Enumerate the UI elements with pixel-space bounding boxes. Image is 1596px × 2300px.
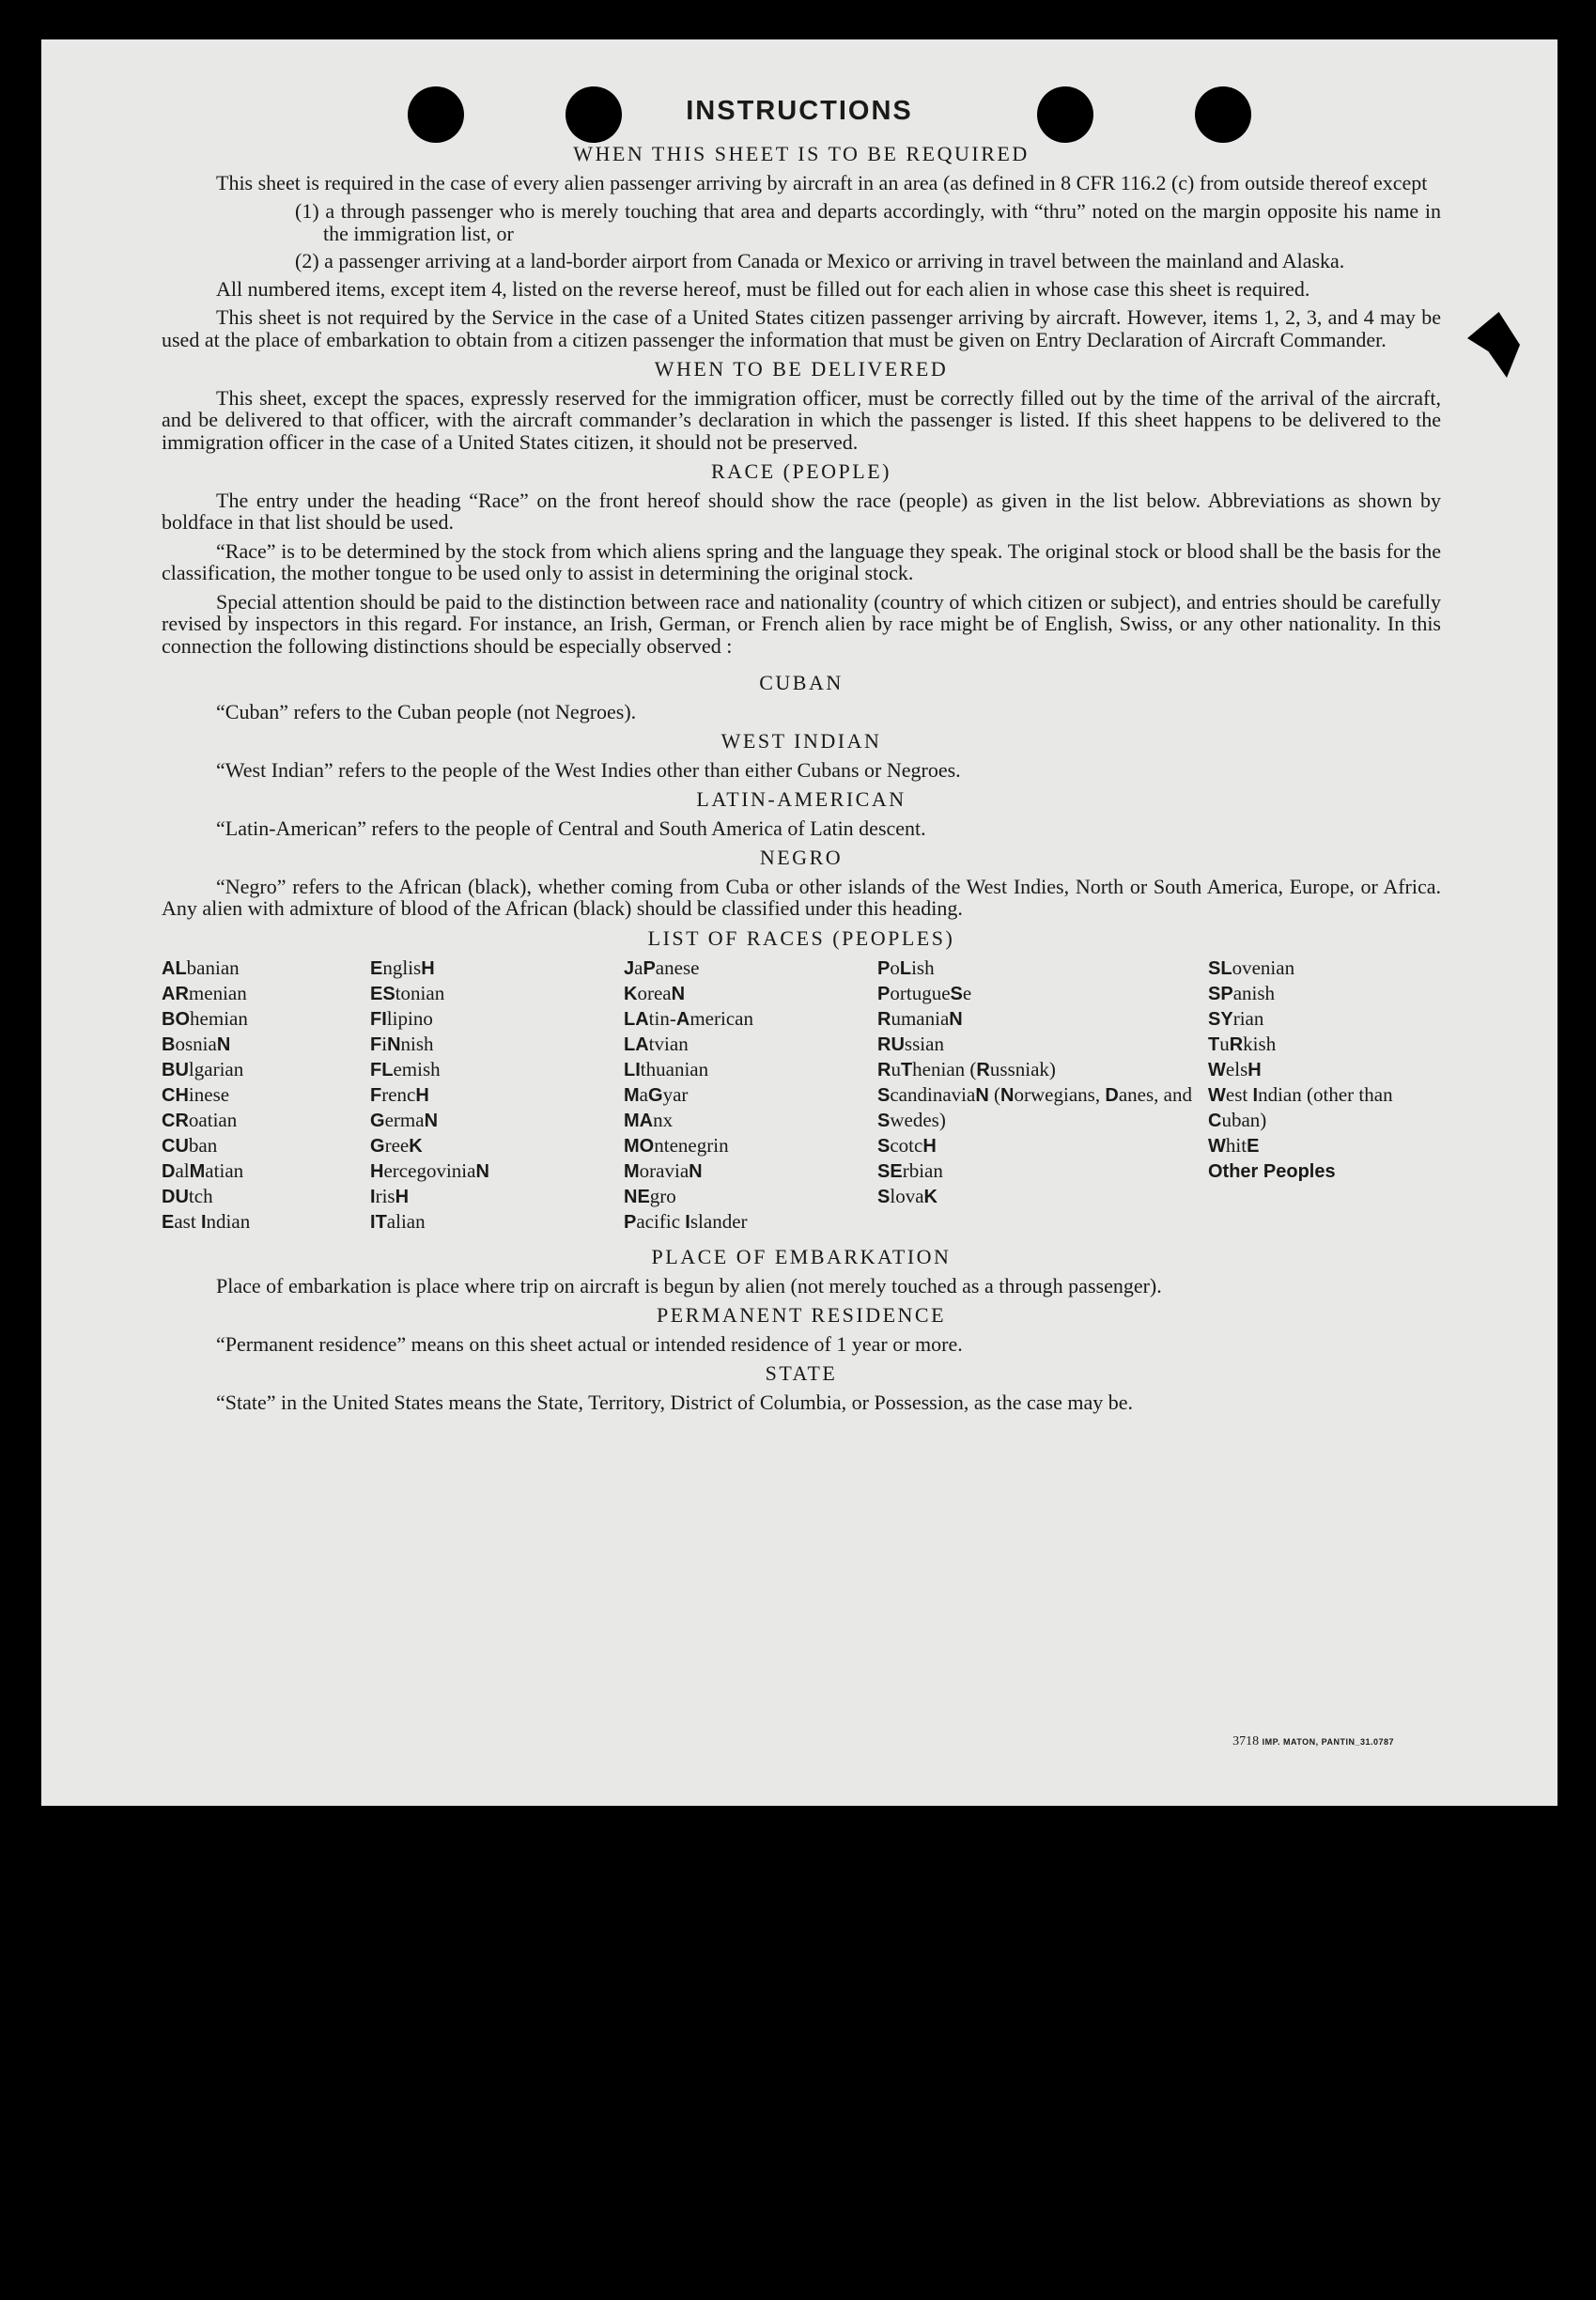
section-heading: NEGRO [759,846,844,869]
race-column [1208,956,1441,1235]
paragraph: “Race” is to be determined by the stock from which aliens spring and the language they speak. The original stock or blood shall be the basis for the classification, the mother tongue to be used only to assist in determining the original stock. [162,538,1441,584]
printer-name: IMP. MATON, PANTIN_31.0787 [1262,1737,1394,1747]
paragraph: This sheet is not required by the Service in the case of a United States citizen passenger arriving by aircraft. However, items 1, 2, 3, and 4 may be used at the place of embarkation to obtain from a citizen passenger the information that must be given on Entry Declaration of Aircraft Commander. [162,305,1441,351]
race-entry: Pacific Islander [624,1210,748,1233]
race-entry: DUtch [162,1185,213,1207]
paragraph: All numbered items, except item 4, listed on the reverse hereof, must be filled out for each alien in whose case this sheet is required. [216,276,1310,301]
list-item: (1) a through passenger who is merely touching that area and departs accordingly, with “thru” noted on the margin opposite his name in the immigration list, or [295,199,1441,245]
race-list [162,956,1441,1235]
race-entry: East Indian [162,1210,251,1233]
race-entry: FiNnish [370,1033,434,1055]
paragraph: “Permanent residence” means on this sheet actual or intended residence of 1 year or more. [216,1331,963,1356]
paragraph: “Negro” refers to the African (black), whether coming from Cuba or other islands of the West Indies, North or South America, Europe, or Africa. Any alien with admixture of blood of the African (black) should be classified under this heading. [162,874,1441,920]
race-entry: SLovenian [1208,956,1295,979]
race-column [624,956,877,1235]
section-heading: PERMANENT RESIDENCE [656,1303,947,1327]
race-entry: GreeK [370,1134,423,1157]
race-entry: BosniaN [162,1033,231,1055]
section-heading: WHEN TO BE DELIVERED [654,357,949,381]
section-heading: WEST INDIAN [721,729,882,753]
race-entry: MAnx [624,1109,674,1131]
race-entry: FrencH [370,1083,429,1106]
race-entry: PoLish [877,956,935,979]
race-entry: RumaniaN [877,1007,963,1030]
torn-edge-mark [1467,312,1520,378]
race-entry: GermaN [370,1109,439,1131]
race-entry: BOhemian [162,1007,248,1030]
paragraph: This sheet is required in the case of every alien passenger arriving by aircraft in an area (as defined in 8 CFR 116.2 (c) from outside thereof except [216,170,1428,194]
section-heading: LATIN-AMERICAN [696,787,906,811]
race-entry: ITalian [370,1210,426,1233]
race-entry: HercegoviniaN [370,1159,489,1182]
race-entry: Other Peoples [1208,1161,1336,1182]
section-heading: PLACE OF EMBARKATION [651,1245,952,1268]
race-entry: EnglisH [370,956,435,979]
race-entry: FIlipino [370,1007,433,1030]
paragraph: This sheet, except the spaces, expressly reserved for the immigration officer, must be correctly filled out by the time of the arrival of the aircraft, and be delivered to that officer, with the aircraft commander’s declaration in which the passenger is listed. If this sheet happens to be delivered to the immigration officer in the case of a United States citizen, it should not be preserved. [162,385,1441,454]
race-entry: SPanish [1208,982,1276,1004]
section-heading: STATE [765,1361,838,1385]
race-entry: SlovaK [877,1185,937,1207]
list-item: (2) a passenger arriving at a land-border airport from Canada or Mexico or arriving in travel between the mainland and Alaska. [295,249,1345,272]
section-heading: WHEN THIS SHEET IS TO BE REQUIRED [573,142,1030,165]
race-entry: DalMatian [162,1159,244,1182]
paragraph: “State” in the United States means the State, Territory, District of Columbia, or Possession, as the case may be. [216,1390,1134,1414]
section-heading: RACE (PEOPLE) [711,459,891,483]
race-column [162,956,370,1235]
paragraph: Special attention should be paid to the distinction between race and nationality (country of which citizen or subject), and entries should be carefully revised by inspectors in this regard. For instance, an Irish, German, or French alien by race might be of English, Swiss, or any other nationality. In this connection the following distinctions should be especially observed : [162,589,1441,658]
paragraph: “Cuban” refers to the Cuban people (not Negroes). [216,699,637,723]
race-entry: IrisH [370,1185,410,1207]
race-entry: LAtin-American [624,1007,753,1030]
race-entry: SYrian [1208,1007,1264,1030]
section-heading: LIST OF RACES (PEOPLES) [647,925,955,950]
race-entry: ARmenian [162,982,247,1004]
race-entry: TuRkish [1208,1033,1277,1055]
instruction-sheet [41,39,1557,1806]
race-entry: BUlgarian [162,1058,244,1080]
race-entry: ScandinaviaN (Norwegians, Danes, and Swedes) [877,1083,1192,1131]
race-entry: NEgro [624,1185,676,1207]
race-entry: PortugueSe [877,982,972,1004]
page-title: INSTRUCTIONS [686,96,913,126]
race-entry: ALbanian [162,956,240,979]
race-entry: CRoatian [162,1109,238,1131]
race-entry: FLemish [370,1058,441,1080]
printer-imprint [1232,1734,1394,1749]
race-column [877,956,1208,1235]
section-heading: CUBAN [759,671,844,694]
race-entry: KoreaN [624,982,686,1004]
race-entry: RuThenian (Russniak) [877,1058,1056,1080]
race-entry: SErbian [877,1159,943,1182]
race-entry: MaGyar [624,1083,689,1106]
race-entry: WelsH [1208,1058,1262,1080]
race-entry: JaPanese [624,956,700,979]
paragraph: “West Indian” refers to the people of the West Indies other than either Cubans or Negroes. [216,757,961,782]
paragraph: The entry under the heading “Race” on the front hereof should show the race (people) as given in the list below. Abbreviations as shown by boldface in that list should be used. [162,488,1441,534]
race-column [370,956,624,1235]
race-entry: ScotcH [877,1134,937,1157]
race-entry: West Indian (other than Cuban) [1208,1083,1393,1131]
race-entry: LAtvian [624,1033,689,1055]
paragraph: Place of embarkation is place where trip on aircraft is begun by alien (not merely touched as a through passenger). [216,1273,1162,1298]
race-entry: LIthuanian [624,1058,709,1080]
instructions-body [162,135,1441,1420]
race-entry: EStonian [370,982,445,1004]
race-entry: CUban [162,1134,218,1157]
paragraph: “Latin-American” refers to the people of Central and South America of Latin descent. [216,816,926,840]
form-number: 3718 [1232,1734,1260,1748]
race-entry: WhitE [1208,1134,1260,1157]
race-entry: RUssian [877,1033,944,1055]
race-entry: MoraviaN [624,1159,703,1182]
race-entry: CHinese [162,1083,230,1106]
race-entry: MOntenegrin [624,1134,729,1157]
